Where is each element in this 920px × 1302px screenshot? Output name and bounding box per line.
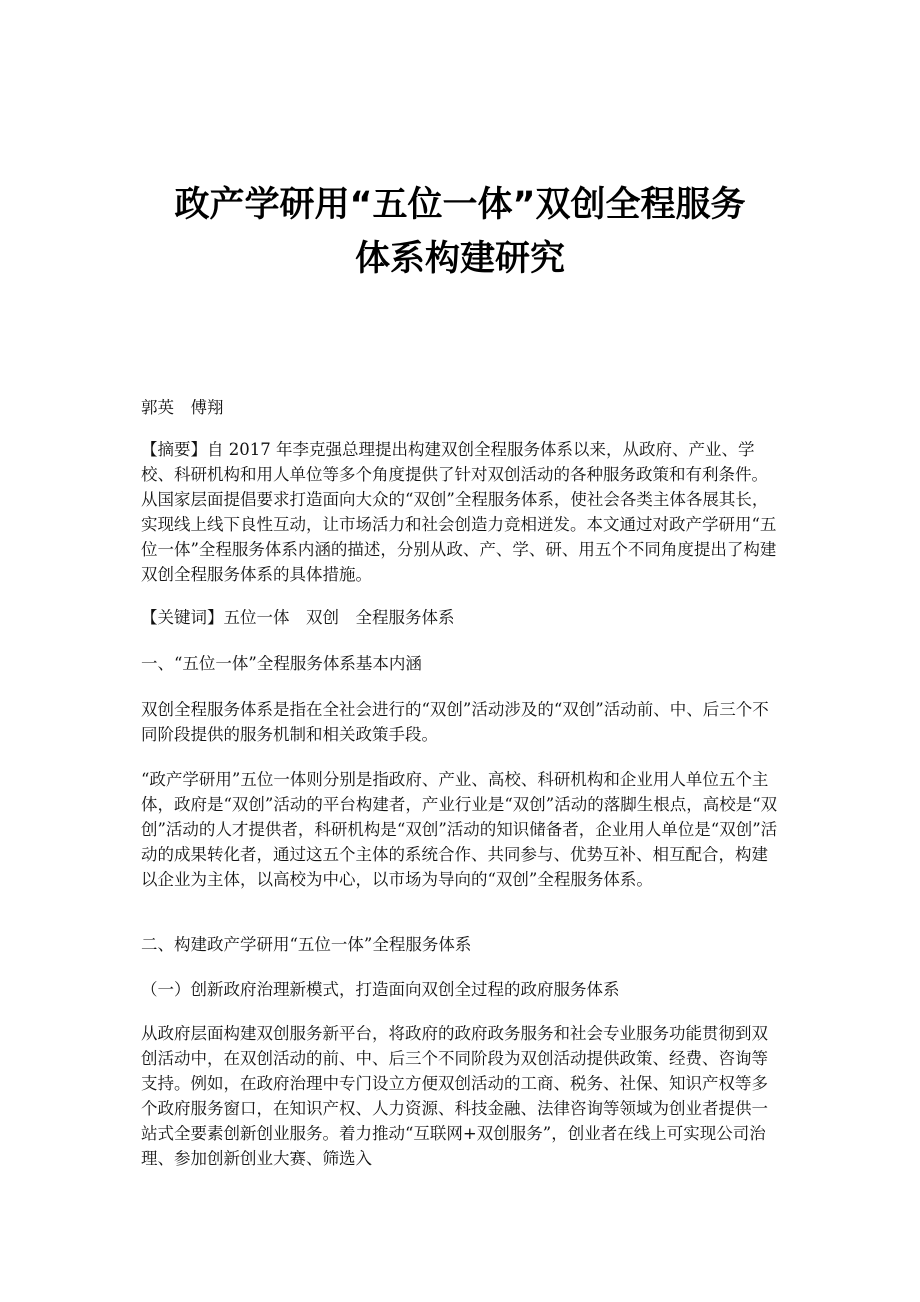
section-1-paragraph-1: 双创全程服务体系是指在全社会进行的“双创”活动涉及的“双创”活动前、中、后三个不同阶段提供的服务机制和相关政策手段。 [141,700,769,744]
subsection-1-heading: （一）创新政府治理新模式，打造面向双创全过程的政府服务体系 [141,980,620,999]
paper-title [100,178,820,286]
author-line: 郭英 傅翔 [141,398,224,417]
section-2-heading: 二、构建政产学研用“五位一体”全程服务体系 [141,935,472,954]
keywords-line: 【关键词】五位一体 双创 全程服务体系 [141,608,455,627]
section-1-heading: 一、“五位一体”全程服务体系基本内涵 [141,654,422,673]
section-1-paragraph-2: “政产学研用”五位一体则分别是指政府、产业、高校、科研机构和企业用人单位五个主体，政府是“双创”活动的平台构建者，产业行业是“双创”活动的落脚生根点，高校是“双创”活动的人才提供者，科研机构是“双创”活动的知识储备者，企业用人单位是“双创”活动的成果转化者，通过这五个主体的系统合作、共同参与、优势互补、相互配合，构建以企业为主体，以高校为中心，以市场为导向的“双创”全程服务体系。 [141,770,778,889]
abstract-paragraph: 【摘要】自 2017 年李克强总理提出构建双创全程服务体系以来，从政府、产业、学校、科研机构和用人单位等多个角度提供了针对双创活动的各种服务政策和有利条件。从国家层面提倡要求打造面向大众的“双创”全程服务体系，使社会各类主体各展其长，实现线上线下良性互动，让市场活力和社会创造力竞相迸发。本文通过对政产学研用“五位一体”全程服务体系内涵的描述，分别从政、产、学、研、用五个不同角度提出了构建双创全程服务体系的具体措施。 [141,440,777,584]
title-line-1: 政产学研用“五位一体”双创全程服务 [174,185,746,225]
title-line-2: 体系构建研究 [354,239,565,279]
subsection-1-paragraph-1: 从政府层面构建双创服务新平台，将政府的政府政务服务和社会专业服务功能贯彻到双创活动中，在双创活动的前、中、后三个不同阶段为双创活动提供政策、经费、咨询等支持。例如，在政府治理中专门设立方便双创活动的工商、税务、社保、知识产权等多个政府服务窗口，在知识产权、人力资源、科技金融、法律咨询等领域为创业者提供一站式全要素创新创业服务。着力推动“互联网+双创服务”，创业者在线上可实现公司治理、参加创新创业大赛、筛选入 [141,1024,768,1168]
